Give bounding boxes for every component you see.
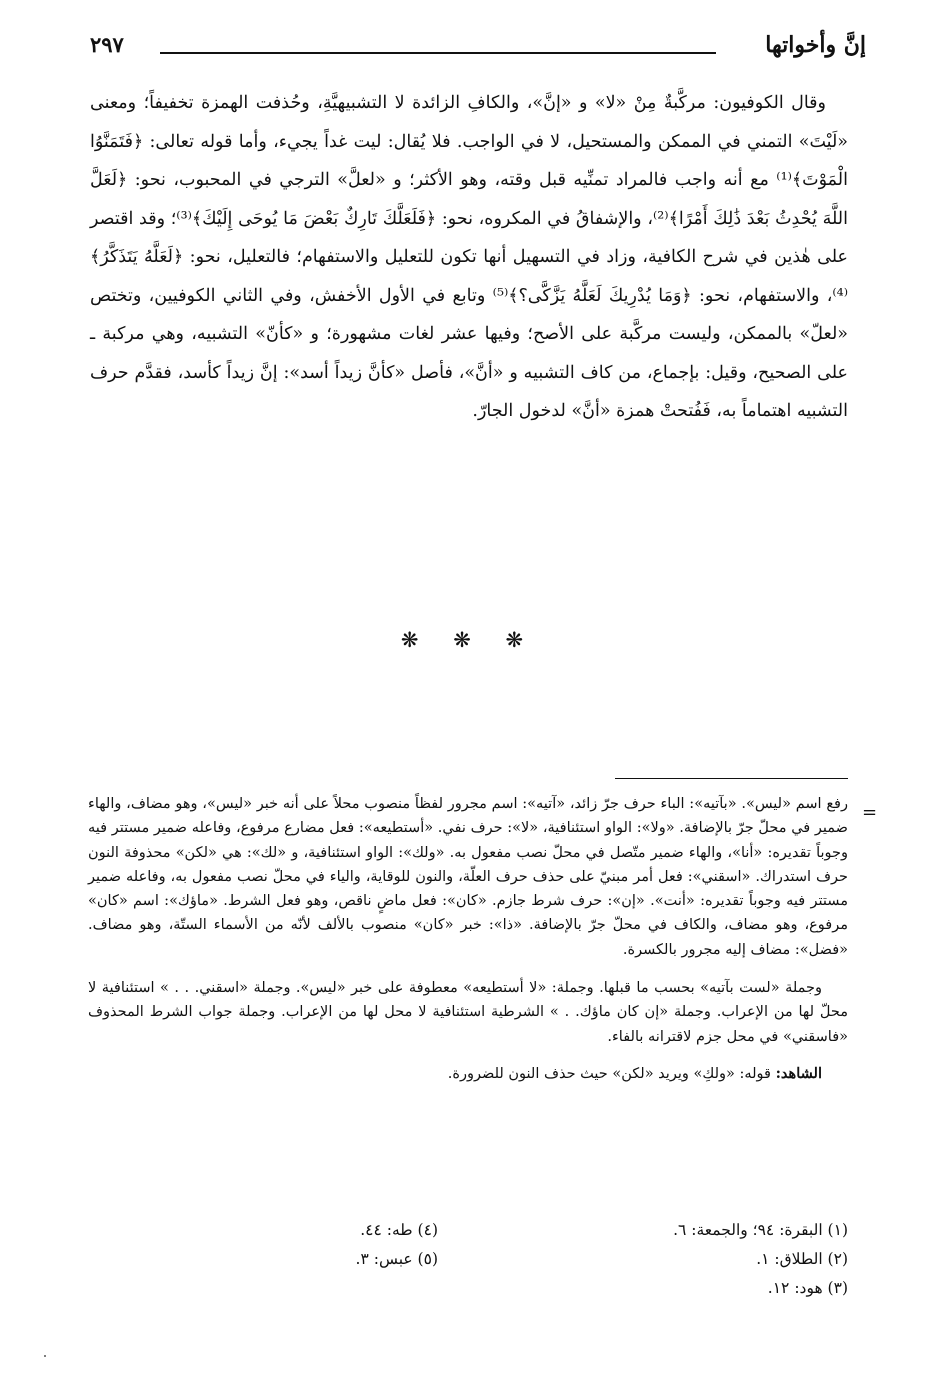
reference-item: (٥) عبس: ٣. [355, 1250, 438, 1268]
footnote-paragraph-sentences: وجملة «لست بآتيه» بحسب ما قبلها. وجملة: «لا أستطيعه» معطوفة على خبر «ليس». وجملة «اسقني. . . » استئنافية لا محلّ لها من الإعراب. وجملة «إن كان ماؤك. . » الشرطية استئنافية لا محل لها من الإعراب. وجملة جواب الشرط المحذوف «فاسقني» في محل جزم لاقترانه بالفاء. [88, 980, 848, 1045]
footnotes [88, 792, 848, 1086]
reference-item: (٤) طه: ٤٤. [360, 1221, 438, 1239]
scan-speck [44, 1355, 46, 1357]
references-right-column [548, 1216, 848, 1303]
reference-item: (١) البقرة: ٩٤؛ والجمعة: ٦. [673, 1221, 848, 1239]
main-text [90, 84, 848, 431]
shahid-label: الشاهد: [775, 1064, 822, 1082]
continuation-mark: = [862, 802, 878, 823]
footnote-paragraph-analysis: رفع اسم «ليس». «بآتيه»: الباء حرف جرّ زائد، «آتيه»: اسم مجرور لفظاً منصوب محلاً على أنه خبر «ليس»، وهو مضاف، والهاء ضمير في محلّ جرّ بالإضافة. «ولا»: الواو استئنافية، «لا»: حرف نفي. «أستطيعه»: فعل مضارع مرفوع، وفاعله ضمير مستتر فيه وجوباً تقديره: «أنا»، والهاء ضمير متّصل في محلّ نصب مفعول به. «ولك»: الواو استئنافية، و «لك»: هي «لكن» محذوفة النون حرف استدراك. «اسقني»: فعل أمر مبنيّ على حذف حرف العلّة، والنون للوقاية، والياء في محلّ نصب مفعول به، وفاعله ضمير مستتر فيه وجوباً تقديره: «أنت». «إن»: حرف شرط جازم. «كان»: فعل ماضٍ ناقص، وهو فعل الشرط. «ماؤك»: اسم «كان» مرفوع، وهو مضاف، والكاف في محلّ جرّ بالإضافة. «ذا»: خبر «كان» منصوب بالألف لأنّه من الأسماء الستّة، وهو مضاف. «فضل»: مضاف إليه مجرور بالكسرة. [88, 796, 848, 958]
reference-item: (٢) الطلاق: ١. [756, 1250, 848, 1268]
section-separator: ❋ ❋ ❋ [400, 628, 538, 652]
running-header [90, 30, 866, 70]
header-rule [160, 52, 716, 54]
page-number: ٢٩٧ [90, 32, 124, 57]
main-paragraph: وقال الكوفيون: مركَّبةٌ مِنْ «لا» و «إنَّ»، والكافِ الزائدة لا التشبيهيَّةِ، وحُذفت الهمزة تخفيفاً؛ ومعنى «لَيْتَ» التمني في الممكن والمستحيل، لا في الواجب. فلا يُقال: ليت غداً يجيء، وأما قوله تعالى: ﴿فَتَمَنَّوُا الْمَوْتَ﴾⁽¹⁾ مع أنه واجب فالمراد تمنِّيه قبل وقته، وهو الأكثر؛ و «لعلَّ» الترجي في المحبوب، نحو: ﴿لَعَلَّ اللَّهَ يُحْدِثُ بَعْدَ ذَٰلِكَ أَمْرًا﴾⁽²⁾، والإشفاقُ في المكروه، نحو: ﴿فَلَعَلَّكَ تَارِكٌ بَعْضَ مَا يُوحَى إِلَيْكَ﴾⁽³⁾؛ وقد اقتصر على هٰذين في شرح الكافية، وزاد في التسهيل أنها تكون للتعليل والاستفهام؛ فالتعليل، نحو: ﴿لَعَلَّهُ يَتَذَكَّرُ﴾⁽⁴⁾، والاستفهام، نحو: ﴿وَمَا يُدْرِيكَ لَعَلَّهُ يَزَّكَّى؟﴾⁽⁵⁾ وتابع في الأول الأخفش، وفي الثاني الكوفيين، وتختص «لعلّ» بالممكن، وليست مركَّبة على الأصح؛ وفيها عشر لغات مشهورة؛ و «كأنّ» التشبيه، وهي مركبة ـ على الصحيح، وقيل: بإجماع، من كاف التشبيه و «أنَّ»، فأصل «كأنَّ زيداً أسد»: إنَّ زيداً كأسد، فقدَّم حرف التشبيه اهتماماً به، فَفُتحتْ همزة «أنَّ» لدخول الجارّ. [90, 93, 848, 421]
chapter-title: إنَّ وأخواتها [765, 32, 866, 58]
shahid-text: قوله: «ولكِ» ويريد «لكن» حيث حذف النون للضرورة. [447, 1065, 776, 1082]
footnote-shahid [88, 1062, 848, 1086]
footnote-rule [615, 778, 848, 779]
references-left-column [238, 1216, 438, 1274]
reference-item: (٣) هود: ١٢. [767, 1279, 848, 1297]
